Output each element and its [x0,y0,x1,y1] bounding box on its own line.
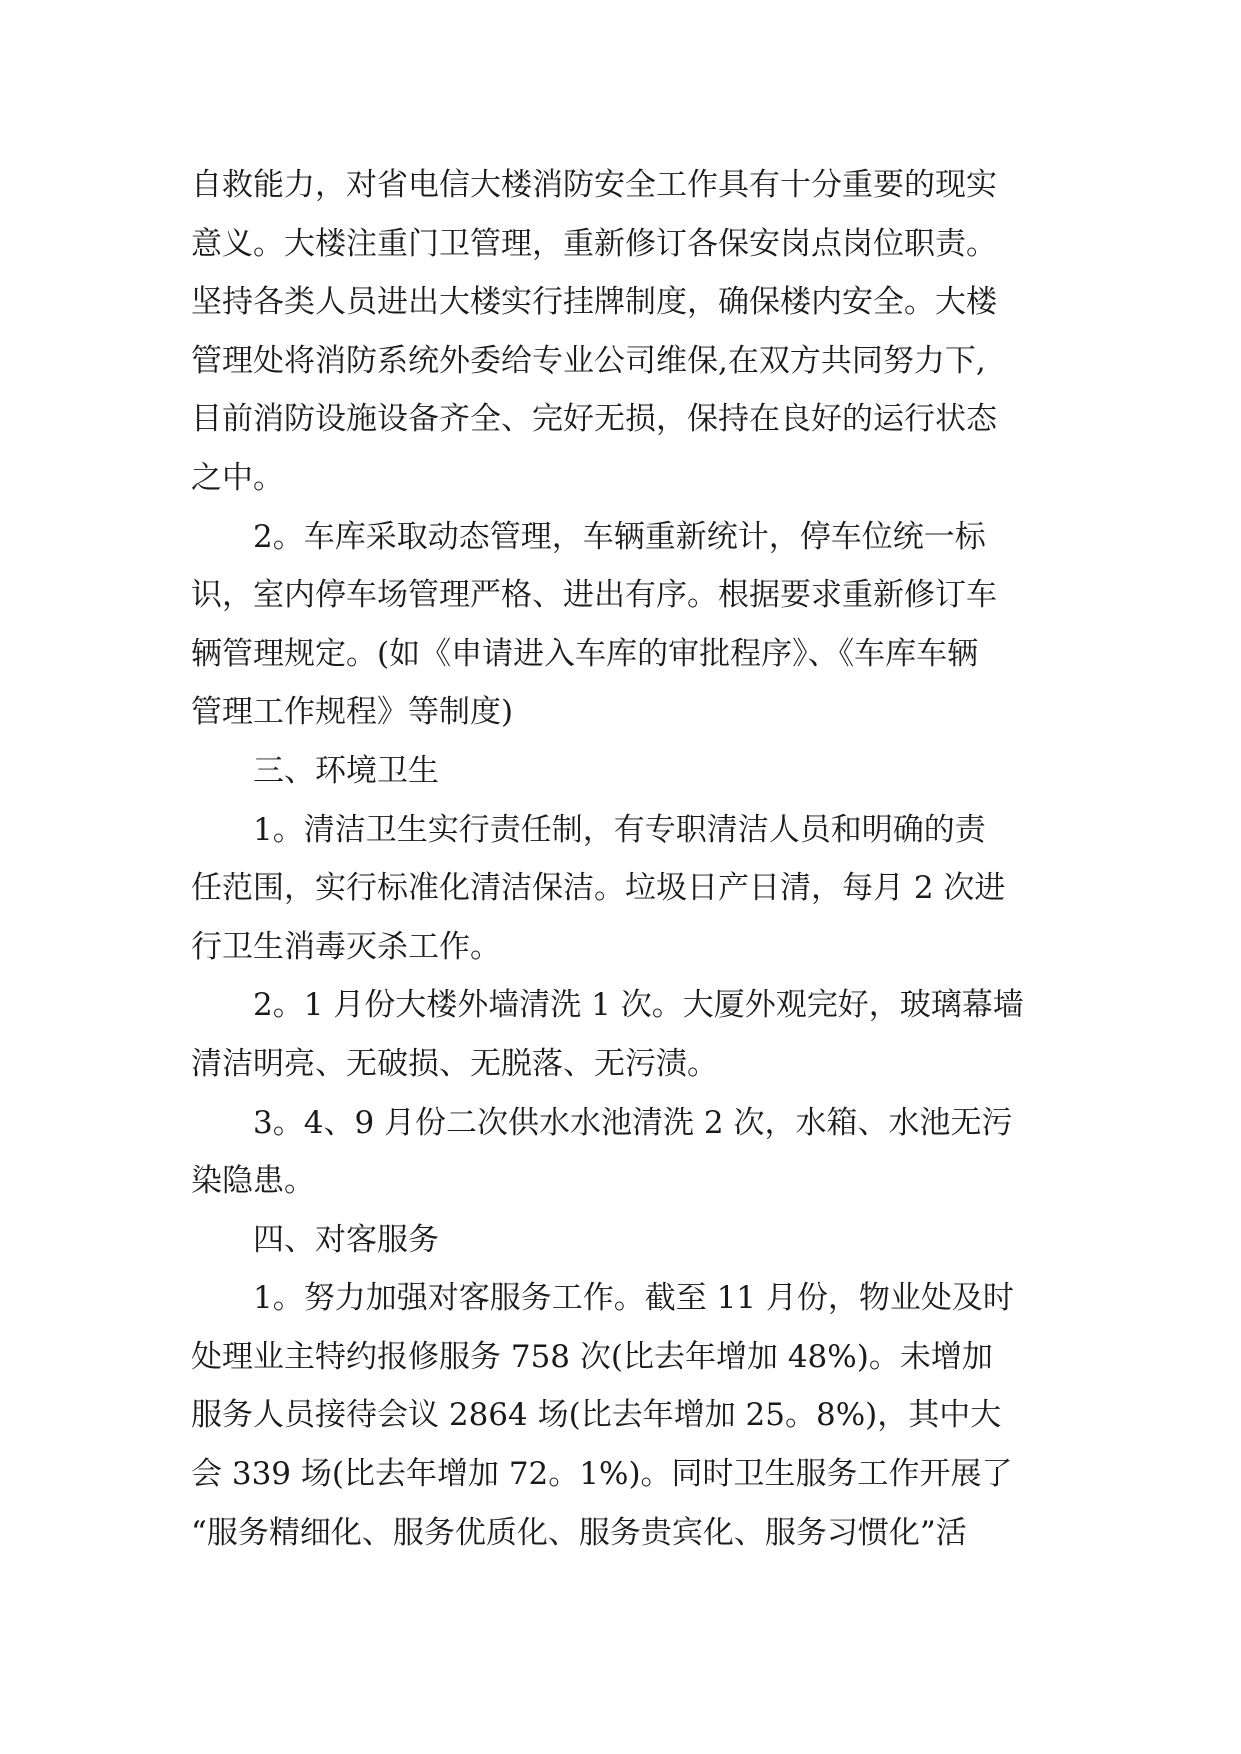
text-line: 清洁明亮、无破损、无脱落、无污渍。 [191,1045,718,1082]
text-line: 服务人员接待会议 2864 场(比去年增加 25。8%)，其中大 [191,1397,1002,1434]
text-line: 任范围，实行标准化清洁保洁。垃圾日产日清，每月 2 次进 [191,870,1006,907]
text-line: 1。努力加强对客服务工作。截至 11 月份，物业处及时 [253,1280,1014,1317]
text-line: 四、对客服务 [253,1221,439,1258]
text-line: 3。4、9 月份二次供水水池清洗 2 次，水箱、水池无污 [253,1104,1013,1141]
text-line: 辆管理规定。(如《申请进入车库的审批程序》、《车库车辆 [191,635,979,672]
text-line: 1。清洁卫生实行责任制，有专职清洁人员和明确的责 [253,811,986,848]
text-line: 2。车库采取动态管理，车辆重新统计，停车位统一标 [253,518,986,555]
text-line: 目前消防设施设备齐全、完好无损，保持在良好的运行状态 [191,401,997,438]
text-line: 意义。大楼注重门卫管理，重新修订各保安岗点岗位职责。 [191,225,997,262]
document-body [191,156,1071,1562]
text-line: 染隐患。 [191,1163,315,1200]
text-line: 之中。 [191,459,284,496]
text-line: 坚持各类人员进出大楼实行挂牌制度，确保楼内安全。大楼 [191,284,997,321]
text-line: 自救能力，对省电信大楼消防安全工作具有十分重要的现实 [191,167,997,203]
text-line: 会 339 场(比去年增加 72。1%)。同时卫生服务工作开展了 [191,1456,1013,1493]
text-line: “服务精细化、服务优质化、服务贵宾化、服务习惯化”活 [191,1514,967,1551]
text-line: 行卫生消毒灭杀工作。 [191,928,501,965]
text-line: 2。1 月份大楼外墙清洗 1 次。大厦外观完好，玻璃幕墙 [253,987,1024,1024]
text-line: 三、环境卫生 [253,752,439,789]
text-line: 识，室内停车场管理严格、进出有序。根据要求重新修订车 [191,577,997,614]
text-line: 管理处将消防系统外委给专业公司维保,在双方共同努力下, [191,342,986,379]
text-line: 处理业主特约报修服务 758 次(比去年增加 48%)。未增加 [191,1338,993,1375]
text-line: 管理工作规程》等制度) [191,694,514,731]
